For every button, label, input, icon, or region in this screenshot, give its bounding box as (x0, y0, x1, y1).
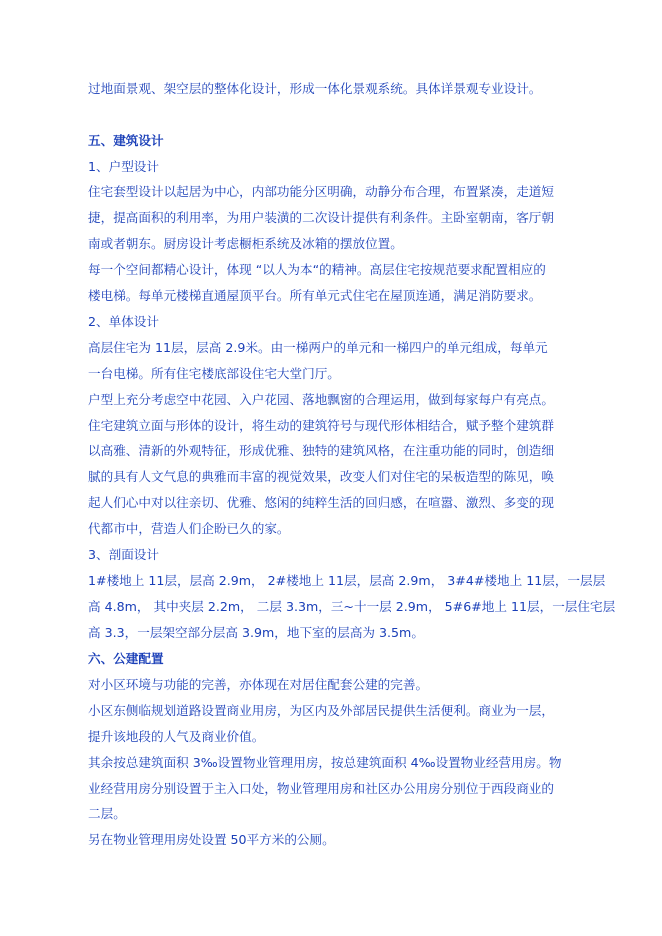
paragraph-line: 提升该地段的人气及商业价值。 (88, 729, 265, 744)
section-heading: 五、建筑设计 (88, 133, 164, 148)
paragraph-line: 高 4.8m， 其中夹层 2.2m， 二层 3.3m，三~十一层 2.9m， 5#6#地上 11层，一层住宅层 (88, 599, 616, 614)
paragraph-line: 捷，提高面积的利用率，为用户装潢的二次设计提供有利条件。主卧室朝南，客厅朝 (88, 210, 554, 225)
paragraph-line: 起人们心中对以往亲切、优雅、悠闲的纯粹生活的回归感，在喧嚣、激烈、多变的现 (88, 495, 554, 510)
paragraph-line: 小区东侧临规划道路设置商业用房，为区内及外部居民提供生活便利。商业为一层， (88, 703, 554, 718)
paragraph-line: 高层住宅为 11层，层高 2.9米。由一梯两户的单元和一梯四户的单元组成，每单元 (88, 340, 548, 355)
paragraph-line: 以高雅、清新的外观特征，形成优雅、独特的建筑风格，在注重功能的同时，创造细 (88, 443, 554, 458)
paragraph-line: 1#楼地上 11层，层高 2.9m， 2#楼地上 11层，层高 2.9m， 3#4#楼地上 11层，一层层 (88, 573, 606, 588)
paragraph-line: 其余按总建筑面积 3‰设置物业管理用房，按总建筑面积 4‰设置物业经营用房。物 (88, 755, 562, 770)
paragraph-line: 高 3.3，一层架空部分层高 3.9m，地下室的层高为 3.5m。 (88, 625, 424, 640)
paragraph-line: 腻的具有人文气息的典雅而丰富的视觉效果，改变人们对住宅的呆板造型的陈见，唤 (88, 469, 554, 484)
paragraph-line: 业经营用房分别设置于主入口处，物业管理用房和社区办公用房分别位于西段商业的 (88, 781, 554, 796)
paragraph-line: 过地面景观、架空层的整体化设计，形成一体化景观系统。具体详景观专业设计。 (88, 81, 542, 96)
paragraph-line: 每一个空间都精心设计，体现 “以人为本“的精神。高层住宅按规范要求配置相应的 (88, 262, 546, 277)
subsection-heading: 3、剖面设计 (88, 547, 159, 562)
paragraph-line: 一台电梯。所有住宅楼底部设住宅大堂门厅。 (88, 366, 340, 381)
paragraph-line: 南或者朝东。厨房设计考虑橱柜系统及冰箱的摆放位置。 (88, 236, 403, 251)
paragraph-line: 住宅套型设计以起居为中心，内部功能分区明确，动静分布合理，布置紧凑，走道短 (88, 184, 554, 199)
paragraph-line: 二层。 (88, 806, 126, 821)
section-heading: 六、公建配置 (88, 651, 164, 666)
paragraph-line: 代都市中，营造人们企盼已久的家。 (88, 521, 290, 536)
subsection-heading: 1、户型设计 (88, 159, 159, 174)
paragraph-line: 楼电梯。每单元楼梯直通屋顶平台。所有单元式住宅在屋顶连通，满足消防要求。 (88, 288, 542, 303)
paragraph-line: 另在物业管理用房处设置 50平方米的公厕。 (88, 832, 335, 847)
paragraph-line: 对小区环境与功能的完善，亦体现在对居住配套公建的完善。 (88, 677, 429, 692)
paragraph-line: 住宅建筑立面与形体的设计，将生动的建筑符号与现代形体相结合，赋予整个建筑群 (88, 418, 554, 433)
paragraph-line: 户型上充分考虑空中花园、入户花园、落地飘窗的合理运用，做到每家每户有亮点。 (88, 392, 554, 407)
subsection-heading: 2、单体设计 (88, 314, 159, 329)
